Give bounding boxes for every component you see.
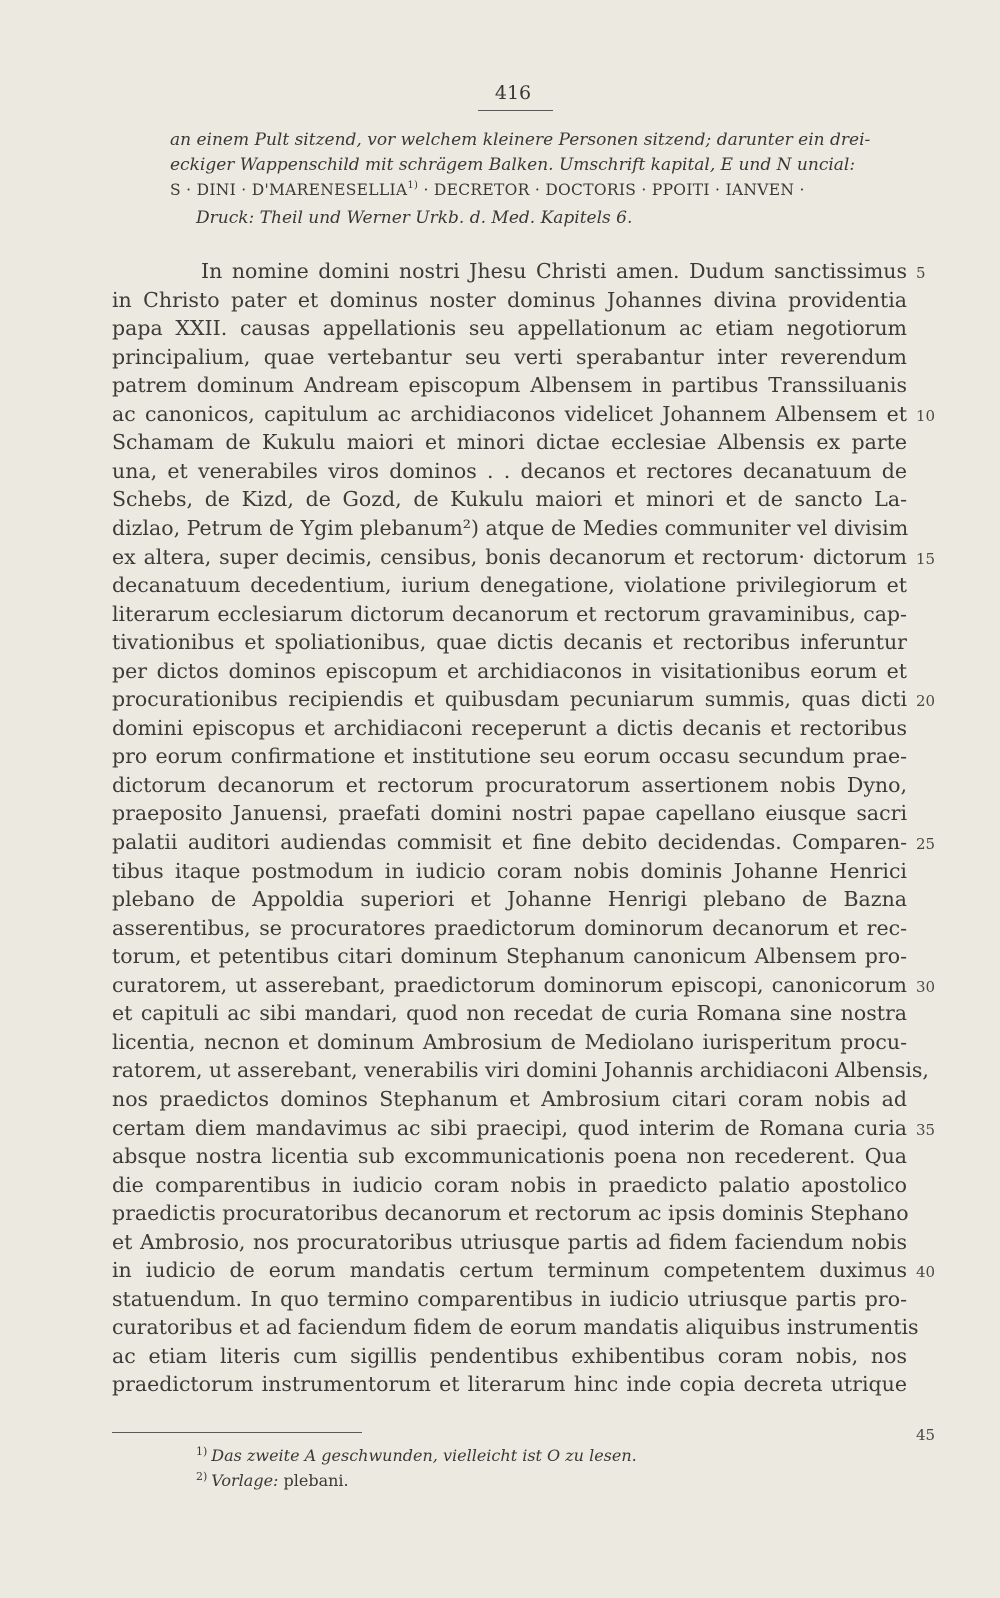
text-line: In nomine domini nostri Jhesu Christi amen. Dudum sanctissimus <box>201 259 907 283</box>
text-line: dictorum decanorum et rectorum procuratorum assertionem nobis Dyno, <box>112 772 907 797</box>
text-line: torum, et petentibus citari dominum Stephanum canonicum Albensem pro- <box>112 944 907 969</box>
seal-description <box>170 128 940 231</box>
footnote-mark: 1) <box>196 1445 208 1458</box>
text-line: tivationibus et spoliationibus, quae dictis decanis et rectoribus inferuntur <box>112 630 907 655</box>
footnote-mark: 2) <box>196 1470 208 1483</box>
text-line: per dictos dominos episcopum et archidiaconos in visitationibus eorum et <box>112 658 907 683</box>
text-line: procurationibus recipiendis et quibusdam pecuniarum summis, quas dicti <box>112 687 907 712</box>
line-number: 5 <box>916 264 926 282</box>
page-number: 416 <box>494 82 532 104</box>
text-line: praedictorum instrumentorum et literarum hinc inde copia decreta utrique <box>112 1372 907 1397</box>
text-line: praedictis procuratoribus decanorum et rectorum ac ipsis dominis Stephano <box>112 1201 909 1226</box>
text-line: tibus itaque postmodum in iudicio coram nobis dominis Johanne Henrici <box>112 858 907 883</box>
line-number: 10 <box>916 406 936 425</box>
footnote-italic-text: Das zweite A geschwunden, vielleicht ist O zu lesen. <box>211 1446 637 1465</box>
footnote-rule <box>112 1432 362 1433</box>
line-number: 40 <box>916 1263 936 1282</box>
footnote-reference: 1) <box>407 180 419 191</box>
line-number: 20 <box>916 692 936 711</box>
text-line: dizlao, Petrum de Ygim plebanum²) atque de Medies communiter vel divisim <box>112 515 909 540</box>
text-line: certam diem mandavimus ac sibi praecipi, quod interim de Romana curia <box>112 1115 907 1140</box>
text-line: Schamam de Kukulu maiori et minori dictae ecclesiae Albensis ex parte <box>112 430 907 455</box>
text-line: nos praedictos dominos Stephanum et Ambrosium citari coram nobis ad <box>112 1086 907 1111</box>
text-line: absque nostra licentia sub excommunicationis poena non recederent. Qua <box>112 1144 907 1169</box>
text-line: decanatuum decedentium, iurium denegatione, violatione privilegiorum et <box>112 573 907 598</box>
text-line: in Christo pater et dominus noster dominus Johannes divina providentia <box>112 287 907 312</box>
line-number: 25 <box>916 835 936 853</box>
text-line: papa XXII. causas appellationis seu appellationum ac etiam negotiorum <box>112 316 907 341</box>
line-number: 35 <box>916 1120 936 1139</box>
page-number-rule <box>478 110 553 111</box>
footnote <box>196 1466 349 1492</box>
text-line: ex altera, super decimis, censibus, bonis decanorum et rectorum· dictorum <box>112 544 907 569</box>
text-line: asserentibus, se procuratores praedictorum dominorum decanorum et rec- <box>112 915 907 940</box>
footnote <box>196 1441 637 1467</box>
text-line: statuendum. In quo termino comparentibus in iudicio utriusque partis pro- <box>112 1286 907 1311</box>
text-line: licentia, necnon et dominum Ambrosium de Mediolano iurisperitum procu- <box>112 1029 907 1054</box>
seal-inscription <box>170 178 940 203</box>
line-number: 15 <box>916 549 936 568</box>
text-line: plebano de Appoldia superiori et Johanne Henrigi plebano de Bazna <box>112 887 907 912</box>
text-line: in iudicio de eorum mandatis certum terminum competentem duximus <box>112 1258 907 1283</box>
text-line: ac etiam literis cum sigillis pendentibus exhibentibus coram nobis, nos <box>112 1343 907 1368</box>
text-line: principalium, quae vertebantur seu verti sperabantur inter reverendum <box>112 344 907 369</box>
footnote-plain-text: plebani. <box>278 1471 349 1490</box>
text-line: ratorem, ut asserebant, venerabilis viri domini Johannis archidiaconi Albensis, <box>112 1058 929 1083</box>
text-line: patrem dominum Andream episcopum Albensem in partibus Transsiluanis <box>112 373 907 398</box>
line-number: 45 <box>916 1426 936 1444</box>
text-line: et Ambrosio, nos procuratoribus utriusque partis ad fidem faciendum nobis <box>112 1229 907 1254</box>
text-line: die comparentibus in iudicio coram nobis in praedicto palatio apostolico <box>112 1172 907 1197</box>
footnote-italic-text: Vorlage: <box>211 1471 279 1490</box>
inscription-part: S · DINI · D'MARENESELLIA <box>170 181 408 199</box>
inscription-part: · DECRETOR · DOCTORIS · PPOITI · IANVEN · <box>418 181 805 199</box>
print-reference: Druck: Theil und Werner Urkb. d. Med. Kapitels 6. <box>196 208 633 228</box>
text-line: pro eorum confirmatione et institutione seu eorum occasu secundum prae- <box>112 744 907 769</box>
text-line: palatii auditori audiendas commisit et fine debito decidendas. Comparen- <box>112 830 907 854</box>
text-line: domini episcopus et archidiaconi receperunt a dictis decanis et rectoribus <box>112 715 907 740</box>
text-line: Schebs, de Kizd, de Gozd, de Kukulu maiori et minori et de sancto La- <box>112 487 907 512</box>
text-line: et capituli ac sibi mandari, quod non recedat de curia Romana sine nostra <box>112 1001 907 1026</box>
text-line: curatorem, ut asserebant, praedictorum dominorum episcopi, canonicorum <box>112 972 907 997</box>
text-line: praeposito Januensi, praefati domini nostri papae capellano eiusque sacri <box>112 801 907 826</box>
description-line: an einem Pult sitzend, vor welchem kleinere Personen sitzend; darunter ein drei- <box>170 130 871 150</box>
line-number: 30 <box>916 977 936 996</box>
text-line: literarum ecclesiarum dictorum decanorum et rectorum gravaminibus, cap- <box>112 601 907 626</box>
text-line: ac canonicos, capitulum ac archidiaconos videlicet Johannem Albensem et <box>112 401 907 426</box>
text-line: curatoribus et ad faciendum fidem de eorum mandatis aliquibus instrumentis <box>112 1315 919 1340</box>
text-line: una, et venerabiles viros dominos . . decanos et rectores decanatuum de <box>112 458 907 483</box>
description-line: eckiger Wappenschild mit schrägem Balken. Umschrift kapital, E und N uncial: <box>170 155 856 175</box>
